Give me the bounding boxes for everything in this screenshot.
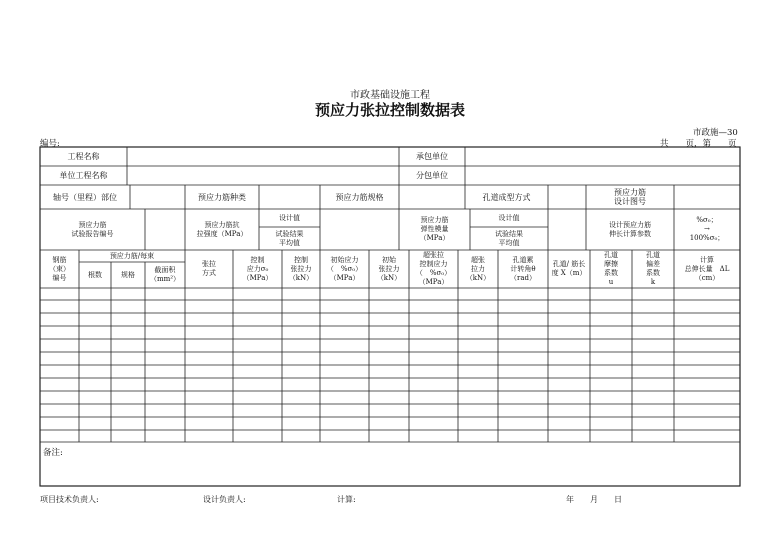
unit-project-label: 单位工程名称 (59, 171, 108, 180)
test-avg2-label: 试验结果 平均值 (495, 229, 523, 247)
design-lead-label: 设计负责人: (203, 495, 246, 504)
col-method: 张拉 方式 (202, 260, 216, 277)
duct-method-label: 孔道成型方式 (482, 192, 531, 202)
tensile-strength-label: 预应力筋抗 拉强度（MPa） (196, 220, 248, 238)
col-spec: 规格 (121, 270, 135, 279)
number-label: 编号: (40, 139, 60, 149)
col-ctrl-stress: 控制 应力σ₀ （MPa） (242, 255, 273, 282)
form-code: 市政施—30 (693, 128, 738, 138)
col-init-stress: 初始应力 （ %σ₀） （MPa） (326, 255, 363, 282)
col-init-force: 初始 张拉力 （kN） (376, 255, 402, 282)
design-value-label: 设计值 (279, 213, 300, 222)
section-label: 轴号（里程）部位 (53, 192, 117, 202)
subcontractor-label: 分包单位 (416, 171, 448, 180)
calc-label: 计算: (337, 495, 356, 504)
contractor-label: 承包单位 (416, 152, 448, 161)
remarks-label: 备注: (43, 448, 63, 458)
tendon-spec-label: 预应力筋规格 (335, 192, 384, 202)
design-drawing-label: 预应力筋 设计图号 (614, 188, 646, 206)
col-over-force: 超张 拉力 （kN） (465, 255, 491, 282)
tech-lead-label: 项目技术负责人: (40, 495, 99, 504)
date-label: 年 月 日 (566, 495, 622, 504)
elong-params-label: 设计预应力筋 伸长计算参数 (609, 220, 651, 238)
test-avg-label: 试验结果 平均值 (275, 229, 304, 247)
col-deviation: 孔道 偏差 系数 k (646, 251, 660, 286)
page-title: 预应力张拉控制数据表 (314, 101, 465, 119)
project-name-label: 工程名称 (67, 152, 100, 161)
col-over-stress: 超张拉 控制应力 （ %σ₀） （MPa） (415, 251, 452, 286)
col-count: 根数 (88, 270, 102, 279)
elastic-modulus-label: 预应力筋 弹性模量 （MPa） (419, 216, 450, 242)
col-steel-no: 钢筋 （束） 编号 (49, 255, 70, 282)
col-ctrl-force: 控制 张拉力 （kN） (288, 255, 314, 282)
col-friction: 孔道 摩擦 系数 u (604, 251, 618, 286)
design-value2-label: 设计值 (498, 213, 520, 222)
page-count: 共 页，第 页 (660, 139, 737, 149)
col-elongation: 计算 总伸长量 ΔL （cm） (684, 255, 730, 282)
col-per-bundle: 预应力筋/每束 (109, 251, 155, 260)
test-report-label: 预应力筋 试验报告编号 (71, 220, 114, 238)
col-angle: 孔道累 计转角θ （rad） (509, 255, 536, 282)
tendon-type-label: 预应力筋种类 (198, 192, 246, 202)
col-duct-length: 孔道/ 筋长 度 X（m） (551, 260, 587, 277)
super-title: 市政基础设施工程 (350, 90, 430, 101)
sigma-range-label: %σ₀； → 100%σ₀； (689, 216, 725, 242)
col-area: 截面积 （mm²） (149, 266, 181, 283)
